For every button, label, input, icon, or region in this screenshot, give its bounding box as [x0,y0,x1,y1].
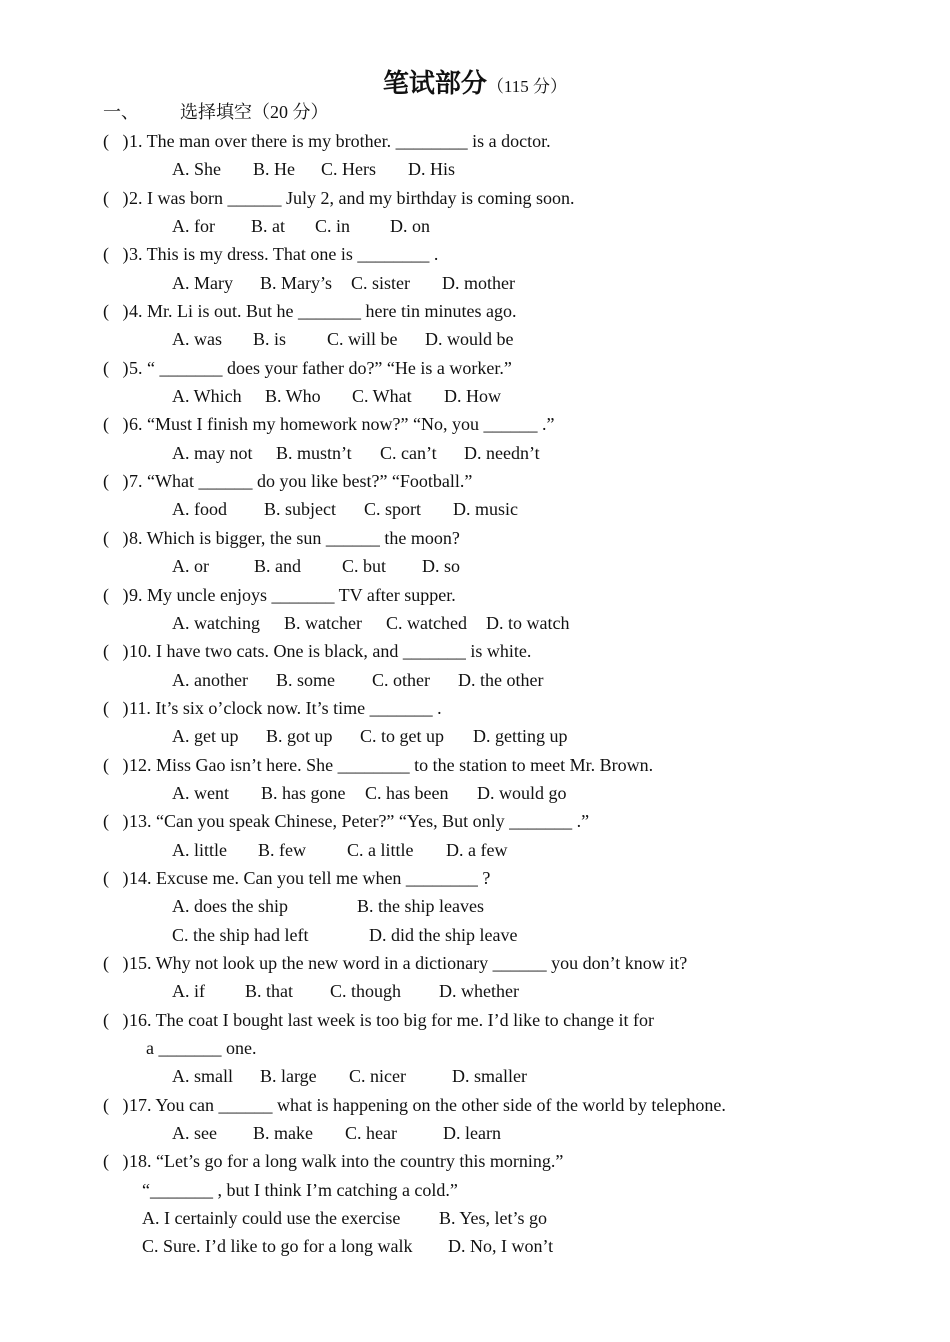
question-11 [103,694,903,722]
option-b: B. got up [266,726,333,747]
title-main: 笔试部分 [382,69,487,99]
option-b: B. He [253,159,295,180]
question-stem: 6. “Must I finish my homework now?” “No, you ______ .” [129,414,555,435]
answer-blank[interactable]: ( ) [103,754,129,775]
option-d: D. did the ship leave [369,924,518,945]
question-13 [103,807,903,835]
answer-blank[interactable]: ( ) [103,1094,129,1115]
question-stem: 3. This is my dress. That one is ________ . [129,244,439,265]
option-b: B. Yes, let’s go [439,1208,548,1229]
option-a: A. I certainly could use the exercise [142,1208,401,1229]
option-c: C. a little [347,839,414,860]
options-row [103,439,903,467]
option-b: B. has gone [261,782,346,803]
option-d: D. would be [425,329,514,350]
section-number: 一、 [103,102,139,122]
question-3 [103,240,903,268]
option-c: C. will be [327,329,398,350]
answer-blank[interactable]: ( ) [103,527,129,548]
options-row [103,1204,903,1232]
option-d: D. learn [443,1123,501,1144]
options-row [103,552,903,580]
question-stem: 18. “Let’s go for a long walk into the country this morning.” [129,1151,564,1172]
option-a: A. if [172,981,205,1002]
options-row [103,609,903,637]
question-stem: 8. Which is bigger, the sun ______ the moon? [129,527,460,548]
option-a: A. or [172,556,209,577]
title-score: （115 分） [486,77,568,96]
answer-blank[interactable]: ( ) [103,1151,129,1172]
option-d: D. mother [442,272,515,293]
option-a: A. small [172,1066,233,1087]
option-b: B. watcher [284,612,362,633]
options-row [103,836,903,864]
option-a: A. was [172,329,222,350]
options-row [103,269,903,297]
question-10 [103,637,903,665]
option-a: A. Which [172,386,242,407]
option-c: C. watched [386,612,467,633]
answer-blank[interactable]: ( ) [103,187,129,208]
question-stem: 9. My uncle enjoys _______ TV after supper. [129,584,456,605]
option-d: D. on [390,216,430,237]
options-row [103,892,903,920]
option-c: C. can’t [380,442,437,463]
question-stem: 4. Mr. Li is out. But he _______ here tin minutes ago. [129,301,517,322]
option-b: B. large [260,1066,317,1087]
option-b: B. few [258,839,306,860]
section-label: 选择填空（20 分） [180,102,329,122]
question-stem: 2. I was born ______ July 2, and my birthday is coming soon. [129,187,575,208]
question-14 [103,864,903,892]
question-stem: 5. “ _______ does your father do?” “He is a worker.” [129,357,512,378]
option-c: C. hear [345,1123,397,1144]
question-stem: 1. The man over there is my brother. ________ is a doctor. [129,131,551,151]
options-row [103,779,903,807]
answer-blank[interactable]: ( ) [103,244,129,265]
options-row [103,382,903,410]
question-stem: 16. The coat I bought last week is too big for me. I’d like to change it for [129,1009,655,1030]
question-stem: 11. It’s six o’clock now. It’s time _______ . [129,697,442,718]
option-b: B. is [253,329,287,350]
question-6 [103,410,903,438]
option-d: D. a few [446,839,508,860]
option-d: D. to watch [486,612,570,633]
options-row [103,977,903,1005]
question-continuation: “_______ , but I think I’m catching a cold.” [142,1179,458,1200]
option-a: A. another [172,669,248,690]
option-d: D. How [444,386,501,407]
options-row [103,325,903,353]
option-c: C. though [330,981,402,1002]
question-8 [103,524,903,552]
options-row [103,495,903,523]
answer-blank[interactable]: ( ) [103,584,129,605]
answer-blank[interactable]: ( ) [103,131,129,151]
question-stem: 15. Why not look up the new word in a dictionary ______ you don’t know it? [129,952,688,973]
option-a: A. for [172,216,215,237]
option-d: D. needn’t [464,442,540,463]
question-16 [103,1006,903,1034]
answer-blank[interactable]: ( ) [103,867,129,888]
option-a: A. She [172,159,221,180]
options-row [103,212,903,240]
option-a: A. see [172,1123,217,1144]
option-b: B. subject [264,499,336,520]
answer-blank[interactable]: ( ) [103,471,129,492]
options-row [103,1119,903,1147]
option-c: C. but [342,556,387,577]
option-c: C. sister [351,272,411,293]
option-c: C. to get up [360,726,444,747]
answer-blank[interactable]: ( ) [103,641,129,662]
option-a: A. watching [172,612,260,633]
question-15 [103,949,903,977]
option-a: A. get up [172,726,239,747]
option-c: C. Hers [321,159,376,180]
option-d: D. so [422,556,461,577]
option-a: A. went [172,782,229,803]
option-c: C. other [372,669,430,690]
option-d: D. No, I won’t [448,1236,554,1257]
option-d: D. smaller [452,1066,527,1087]
answer-blank[interactable]: ( ) [103,414,129,435]
question-7 [103,467,903,495]
question-18 [103,1147,903,1175]
question-stem: 7. “What ______ do you like best?” “Football.” [129,471,473,492]
option-c: C. sport [364,499,422,520]
options-row [103,921,903,949]
options-row [103,666,903,694]
question-stem: 17. You can ______ what is happening on the other side of the world by telephone. [129,1094,726,1115]
option-a: A. food [172,499,227,520]
option-d: D. His [408,159,456,180]
option-d: D. would go [477,782,567,803]
option-d: D. the other [458,669,544,690]
option-b: B. that [245,981,293,1002]
option-a: A. Mary [172,272,233,293]
options-row [103,1232,903,1260]
answer-blank[interactable]: ( ) [103,811,129,832]
option-b: B. some [276,669,336,690]
question-stem: 10. I have two cats. One is black, and _______ is white. [129,641,532,662]
answer-blank[interactable]: ( ) [103,697,129,718]
question-stem: 14. Excuse me. Can you tell me when ________ ? [129,867,491,888]
option-c: C. What [352,386,412,407]
option-d: D. music [453,499,518,520]
question-9 [103,581,903,609]
option-c: C. nicer [349,1066,406,1087]
question-2 [103,184,903,212]
option-c: C. the ship had left [172,924,309,945]
answer-blank[interactable]: ( ) [103,1009,129,1030]
option-b: B. Mary’s [260,272,332,293]
option-a: A. little [172,839,227,860]
option-b: B. at [251,216,285,237]
option-d: D. getting up [473,726,568,747]
answer-blank[interactable]: ( ) [103,301,129,322]
options-row [103,722,903,750]
question-1 [103,127,903,155]
question-12 [103,751,903,779]
options-row [103,155,903,183]
answer-blank[interactable]: ( ) [103,952,129,973]
question-17 [103,1091,903,1119]
option-b: B. and [254,556,301,577]
option-a: A. may not [172,442,253,463]
option-c: C. Sure. I’d like to go for a long walk [142,1236,413,1257]
option-b: B. the ship leaves [357,896,484,917]
option-b: B. make [253,1123,313,1144]
question-stem: 12. Miss Gao isn’t here. She ________ to the station to meet Mr. Brown. [129,754,654,775]
option-b: B. mustn’t [276,442,352,463]
question-5 [103,354,903,382]
option-c: C. has been [365,782,449,803]
question-continuation: a _______ one. [146,1038,257,1058]
question-list [103,127,903,1261]
section-heading [103,98,329,126]
question-4 [103,297,903,325]
option-b: B. Who [265,386,321,407]
option-d: D. whether [439,981,519,1002]
question-stem: 13. “Can you speak Chinese, Peter?” “Yes, But only _______ .” [129,811,590,832]
option-a: A. does the ship [172,896,288,917]
answer-blank[interactable]: ( ) [103,357,129,378]
option-c: C. in [315,216,351,237]
options-row [103,1062,903,1090]
